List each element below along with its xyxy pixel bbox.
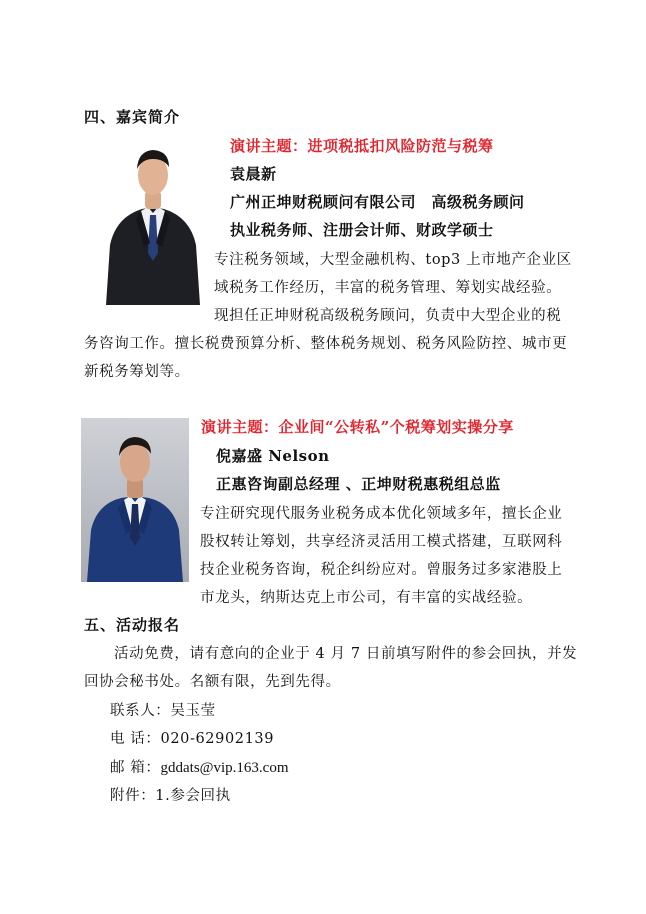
speaker1-photo (92, 135, 214, 305)
speaker1-titles: 执业税务师、注册会计师、财政学硕士 (230, 221, 494, 239)
speaker1-bio-line: 现担任正坤财税高级税务顾问，负责中大型企业的税 (214, 308, 562, 324)
speaker2-bio-line: 市龙头，纳斯达克上市公司，有丰富的实战经验。 (200, 590, 533, 606)
speaker1-bio-line: 务咨询工作。擅长税费预算分析、整体税务规划、税务风险防控、城市更 (84, 336, 568, 352)
speaker2-portrait-image (81, 418, 189, 582)
speaker1-bio-line: 新税务筹划等。 (84, 364, 190, 380)
speaker1-bio-line: 专注税务领域，大型金融机构、top3 上市地产企业区 (214, 252, 572, 268)
section-heading-guests: 四、嘉宾简介 (84, 108, 181, 126)
speaker2-titles: 正惠咨询副总经理 、正坤财税惠税组总监 (216, 475, 501, 493)
speaker1-bio-line: 域税务工作经历，丰富的税务管理、筹划实战经验。 (214, 280, 562, 296)
speaker2-photo (81, 418, 189, 582)
email-label: 邮 箱： (110, 760, 161, 776)
speaker2-bio-line: 股权转让筹划，共享经济灵活用工模式搭建，互联网科 (200, 534, 563, 550)
speaker2-topic: 演讲主题：企业间“公转私”个税筹划实操分享 (201, 418, 514, 436)
speaker2-bio-line: 专注研究现代服务业税务成本优化领域多年，擅长企业 (200, 506, 563, 522)
speaker1-company: 广州正坤财税顾问有限公司 高级税务顾问 (230, 193, 525, 211)
attachment-line: 附件：1.参会回执 (110, 788, 231, 804)
contact-person: 联系人：吴玉莹 (110, 703, 216, 719)
speaker2-name: 倪嘉盛 Nelson (216, 447, 330, 465)
email-link[interactable]: gddats@vip.163.com (160, 760, 289, 776)
registration-paragraph-line: 活动免费，请有意向的企业于 4 月 7 日前填写附件的参会回执，并发 (114, 646, 578, 662)
speaker1-portrait-image (92, 135, 214, 305)
speaker1-topic: 演讲主题：进项税抵扣风险防范与税筹 (230, 137, 494, 155)
contact-email-row (110, 756, 288, 777)
contact-phone: 电 话：020-62902139 (110, 731, 275, 747)
section-heading-registration: 五、活动报名 (84, 616, 181, 634)
speaker1-name: 袁晨新 (230, 165, 277, 183)
registration-paragraph-line: 回协会秘书处。名额有限，先到先得。 (84, 674, 341, 690)
speaker2-bio-line: 技企业税务咨询，税企纠纷应对。曾服务过多家港股上 (200, 562, 563, 578)
